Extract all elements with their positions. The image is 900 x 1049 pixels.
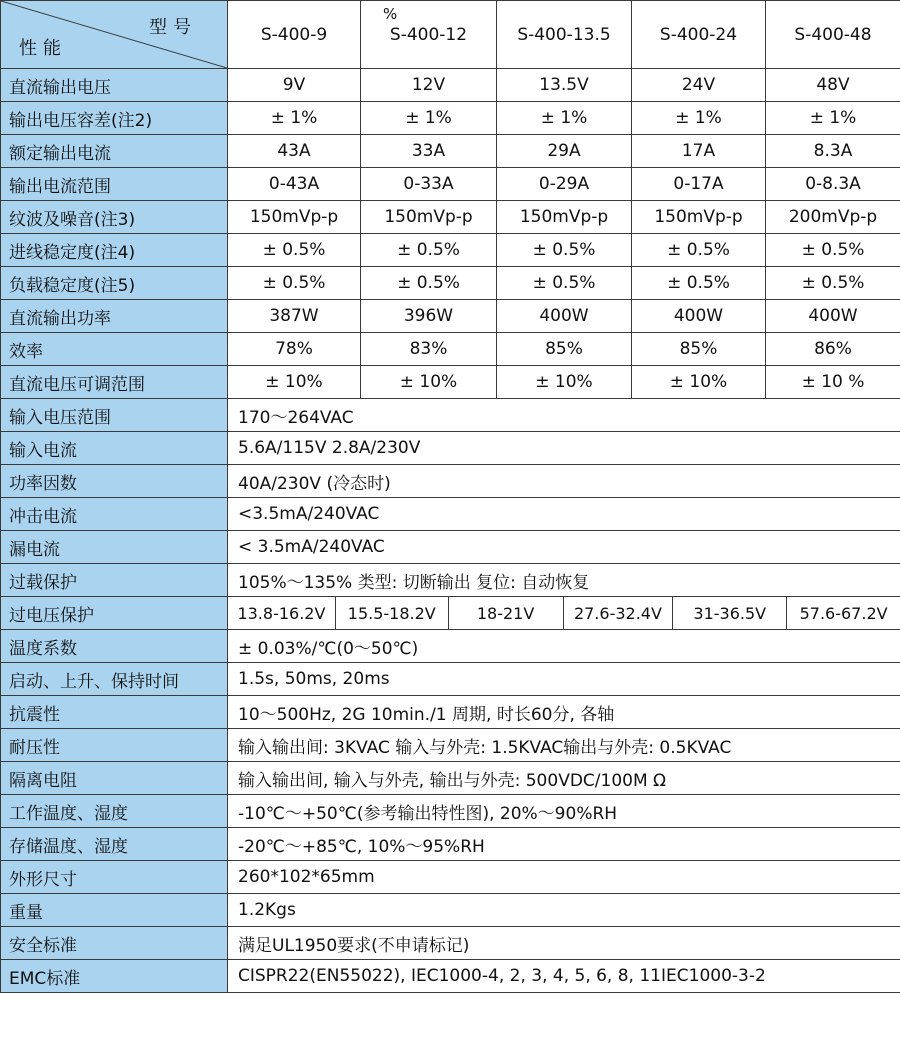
spec-row bbox=[1, 696, 900, 729]
value-cell: ± 0.5% bbox=[632, 234, 766, 267]
value-cell: 387W bbox=[228, 300, 361, 333]
value-cell: ± 1% bbox=[497, 102, 632, 135]
value-cell: 29A bbox=[497, 135, 632, 168]
spec-row bbox=[1, 300, 900, 333]
row-label: 工作温度、湿度 bbox=[1, 795, 228, 828]
row-label: 漏电流 bbox=[1, 531, 228, 564]
row-label: 重量 bbox=[1, 894, 228, 927]
value-cell: 85% bbox=[632, 333, 766, 366]
ovp-value: 31-36.5V bbox=[672, 597, 786, 629]
common-value-cell: < 3.5mA/240VAC bbox=[228, 531, 900, 564]
value-cell: 78% bbox=[228, 333, 361, 366]
value-cell: ± 0.5% bbox=[228, 267, 361, 300]
value-cell: ± 1% bbox=[361, 102, 497, 135]
spec-row bbox=[1, 828, 900, 861]
row-label: 进线稳定度(注4) bbox=[1, 234, 228, 267]
model-name: S-400-48 bbox=[794, 24, 872, 45]
common-value-cell: 输入输出间, 输入与外壳, 输出与外壳: 500VDC/100M Ω bbox=[228, 762, 900, 795]
row-label: 输出电压容差(注2) bbox=[1, 102, 228, 135]
value-cell: 0-8.3A bbox=[766, 168, 900, 201]
ovp-value: 57.6-67.2V bbox=[786, 597, 900, 629]
spec-row bbox=[1, 333, 900, 366]
common-value-cell: 40A/230V (冷态时) bbox=[228, 465, 900, 498]
common-value-cell: 5.6A/115V 2.8A/230V bbox=[228, 432, 900, 465]
spec-row bbox=[1, 630, 900, 663]
header-row bbox=[1, 1, 900, 69]
row-label: 直流输出电压 bbox=[1, 69, 228, 102]
value-cell: 85% bbox=[497, 333, 632, 366]
model-header-cell bbox=[497, 1, 632, 69]
row-label: 抗震性 bbox=[1, 696, 228, 729]
spec-row bbox=[1, 894, 900, 927]
row-label: 冲击电流 bbox=[1, 498, 228, 531]
value-cell: ± 1% bbox=[632, 102, 766, 135]
percent-mark: % bbox=[383, 5, 398, 23]
common-value-cell: 输入输出间: 3KVAC 输入与外壳: 1.5KVAC输出与外壳: 0.5KVAC bbox=[228, 729, 900, 762]
ovp-value: 27.6-32.4V bbox=[563, 597, 673, 629]
row-label: 额定输出电流 bbox=[1, 135, 228, 168]
value-cell: 13.5V bbox=[497, 69, 632, 102]
common-value-cell: 170～264VAC bbox=[228, 399, 900, 432]
corner-model-label: 型号 bbox=[149, 17, 197, 38]
value-cell: 8.3A bbox=[766, 135, 900, 168]
row-label: 安全标准 bbox=[1, 927, 228, 960]
model-name: S-400-12 bbox=[389, 24, 468, 45]
corner-spec-label: 性能 bbox=[19, 38, 67, 59]
spec-row bbox=[1, 795, 900, 828]
common-value-cell: 10～500Hz, 2G 10min./1 周期, 时长60分, 各轴 bbox=[228, 696, 900, 729]
row-label: 直流输出功率 bbox=[1, 300, 228, 333]
value-cell: 396W bbox=[361, 300, 497, 333]
ovp-value: 15.5-18.2V bbox=[335, 597, 448, 629]
row-label: 效率 bbox=[1, 333, 228, 366]
spec-row bbox=[1, 960, 900, 993]
row-label: 耐压性 bbox=[1, 729, 228, 762]
spec-table-body bbox=[1, 1, 900, 993]
spec-row bbox=[1, 366, 900, 399]
value-cell: 0-29A bbox=[497, 168, 632, 201]
value-cell: 150mVp-p bbox=[361, 201, 497, 234]
value-cell: ± 0.5% bbox=[361, 267, 497, 300]
row-label: 直流电压可调范围 bbox=[1, 366, 228, 399]
value-cell: 0-17A bbox=[632, 168, 766, 201]
model-header-cell bbox=[361, 1, 497, 69]
value-cell: 86% bbox=[766, 333, 900, 366]
common-value-cell: 260*102*65mm bbox=[228, 861, 900, 894]
spec-row bbox=[1, 102, 900, 135]
model-name: S-400-24 bbox=[659, 24, 738, 45]
value-cell: 48V bbox=[766, 69, 900, 102]
value-cell: ± 0.5% bbox=[766, 234, 900, 267]
row-label: 负载稳定度(注5) bbox=[1, 267, 228, 300]
ovp-value: 13.8-16.2V bbox=[237, 603, 326, 623]
row-label: 输入电压范围 bbox=[1, 399, 228, 432]
common-value-cell: 105%～135% 类型: 切断输出 复位: 自动恢复 bbox=[228, 564, 900, 597]
spec-row bbox=[1, 762, 900, 795]
value-cell: 43A bbox=[228, 135, 361, 168]
value-cell: ± 1% bbox=[228, 102, 361, 135]
spec-row bbox=[1, 465, 900, 498]
value-cell: ± 0.5% bbox=[497, 234, 632, 267]
common-value-cell: <3.5mA/240VAC bbox=[228, 498, 900, 531]
ovp-values bbox=[228, 597, 900, 629]
spec-row bbox=[1, 564, 900, 597]
row-label: 输入电流 bbox=[1, 432, 228, 465]
value-cell: ± 10% bbox=[228, 366, 361, 399]
spec-row bbox=[1, 663, 900, 696]
row-label: 过电压保护 bbox=[1, 597, 228, 630]
value-cell: 400W bbox=[632, 300, 766, 333]
spec-row bbox=[1, 729, 900, 762]
spec-row bbox=[1, 234, 900, 267]
value-cell: 200mVp-p bbox=[766, 201, 900, 234]
spec-row bbox=[1, 399, 900, 432]
value-cell: ± 0.5% bbox=[632, 267, 766, 300]
spec-row bbox=[1, 168, 900, 201]
value-cell: ± 10% bbox=[497, 366, 632, 399]
row-label: 隔离电阻 bbox=[1, 762, 228, 795]
common-value-cell: -10℃～+50℃(参考输出特性图), 20%～90%RH bbox=[228, 795, 900, 828]
value-cell: ± 0.5% bbox=[228, 234, 361, 267]
common-value-cell: ± 0.03%/℃(0～50℃) bbox=[228, 630, 900, 663]
common-value-cell: -20℃～+85℃, 10%～95%RH bbox=[228, 828, 900, 861]
value-cell: ± 1% bbox=[766, 102, 900, 135]
spec-row bbox=[1, 432, 900, 465]
row-label: 输出电流范围 bbox=[1, 168, 228, 201]
value-cell: 17A bbox=[632, 135, 766, 168]
common-value-cell: CISPR22(EN55022), IEC1000-4, 2, 3, 4, 5, 6, 8, 11IEC1000-3-2 bbox=[228, 960, 900, 993]
model-name: S-400-9 bbox=[260, 24, 328, 45]
spec-row bbox=[1, 927, 900, 960]
spec-row bbox=[1, 201, 900, 234]
model-name: S-400-13.5 bbox=[517, 24, 611, 45]
value-cell: 0-43A bbox=[228, 168, 361, 201]
model-header-cell bbox=[228, 1, 361, 69]
value-cell: ± 0.5% bbox=[766, 267, 900, 300]
row-label: 存储温度、湿度 bbox=[1, 828, 228, 861]
common-value-cell: 1.2Kgs bbox=[228, 894, 900, 927]
value-cell: ± 10% bbox=[632, 366, 766, 399]
spec-row bbox=[1, 531, 900, 564]
value-cell: 24V bbox=[632, 69, 766, 102]
value-cell: 150mVp-p bbox=[497, 201, 632, 234]
ovp-value: 18-21V bbox=[448, 597, 563, 629]
row-label: EMC标准 bbox=[1, 960, 228, 993]
value-cell: 400W bbox=[766, 300, 900, 333]
value-cell: 9V bbox=[228, 69, 361, 102]
row-label: 纹波及噪音(注3) bbox=[1, 201, 228, 234]
spec-row bbox=[1, 135, 900, 168]
row-label: 过载保护 bbox=[1, 564, 228, 597]
model-header-cell bbox=[632, 1, 766, 69]
value-cell: 12V bbox=[361, 69, 497, 102]
spec-row bbox=[1, 861, 900, 894]
spec-row bbox=[1, 267, 900, 300]
spec-row bbox=[1, 597, 900, 630]
row-label: 功率因数 bbox=[1, 465, 228, 498]
value-cell: 400W bbox=[497, 300, 632, 333]
value-cell: ± 0.5% bbox=[497, 267, 632, 300]
value-cell: ± 10% bbox=[361, 366, 497, 399]
value-cell: ± 0.5% bbox=[361, 234, 497, 267]
row-label: 外形尺寸 bbox=[1, 861, 228, 894]
spec-row bbox=[1, 498, 900, 531]
corner-header-cell bbox=[1, 1, 228, 69]
row-label: 温度系数 bbox=[1, 630, 228, 663]
value-cell: 150mVp-p bbox=[632, 201, 766, 234]
value-cell: 150mVp-p bbox=[228, 201, 361, 234]
model-header-cell bbox=[766, 1, 900, 69]
value-cell: 33A bbox=[361, 135, 497, 168]
ovp-values-cell bbox=[228, 597, 900, 630]
value-cell: ± 10 % bbox=[766, 366, 900, 399]
row-label: 启动、上升、保持时间 bbox=[1, 663, 228, 696]
value-cell: 0-33A bbox=[361, 168, 497, 201]
common-value-cell: 满足UL1950要求(不申请标记) bbox=[228, 927, 900, 960]
spec-row bbox=[1, 69, 900, 102]
value-cell: 83% bbox=[361, 333, 497, 366]
common-value-cell: 1.5s, 50ms, 20ms bbox=[228, 663, 900, 696]
